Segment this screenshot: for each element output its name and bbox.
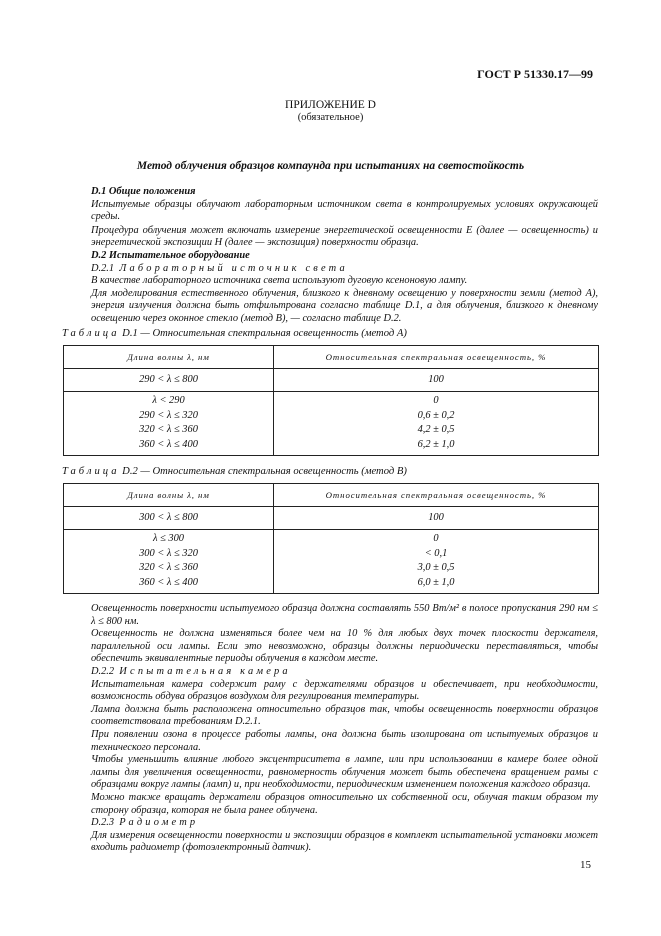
paragraph: Для моделирования естественного облучения, близкого к дневному освещению у поверхности земли (метод А), энергия излучения должна быть отфильтрована согласно таблице D.1, а для облучения, близкого к дневному освещению через оконное стекло (метод В), — согласно таблице D.2. (91, 287, 598, 324)
section-title: Метод облучения образцов компаунда при испытаниях на светостойкость (136, 160, 525, 172)
appendix-title: ПРИЛОЖЕНИЕ D (285, 99, 376, 111)
table-row: < 0,1 (424, 547, 448, 559)
table-row: 4,2 ± 0,5 (417, 424, 455, 435)
table-cell-ranges (64, 530, 274, 594)
table-header-wavelength: Длина волны λ, нм (64, 484, 274, 507)
table-header-irradiance: Относительная спектральная освещенность, % (274, 484, 599, 507)
table-row: 0 (433, 533, 439, 544)
table1-caption (62, 328, 407, 341)
paragraph: В качестве лабораторного источника света используют дуговую ксеноновую лампу. (91, 275, 468, 287)
table-row: 6,2 ± 1,0 (417, 438, 455, 450)
table-row: 0,6 ± 0,2 (417, 409, 455, 421)
table-cell: 290 < λ ≤ 800 (64, 369, 274, 392)
table-cell: 300 < λ ≤ 800 (64, 507, 274, 530)
appendix-status: (обязательное) (297, 112, 364, 123)
section-d2-continued (91, 603, 598, 855)
table-caption-text: D.1 — Относительная спектральная освещенность (метод А) (122, 328, 407, 339)
table1 (63, 345, 599, 456)
subheading-number: D.2.2 (91, 665, 115, 677)
table-label: Таблица (62, 466, 120, 477)
table-row: 3,0 ± 0,5 (417, 562, 455, 573)
paragraph: Освещенность поверхности испытуемого образца должна составлять 550 Вт/м² в полосе пропускания 290 нм ≤ λ ≤ 800 нм. (91, 603, 598, 627)
table-label: Таблица (62, 328, 120, 339)
table-row: 360 < λ ≤ 400 (139, 576, 198, 588)
page-number: 15 (580, 859, 591, 871)
table-row: 300 < λ ≤ 320 (139, 547, 198, 559)
table-cell: 100 (274, 507, 599, 530)
subheading-number: D.2.1 (91, 262, 115, 274)
table-cell-values (274, 530, 599, 594)
table-row: 290 < λ ≤ 320 (139, 409, 198, 421)
table-cell-values (274, 392, 599, 456)
paragraph: При появлении озона в процессе работы лампы, она должна быть изолирована от испытуемых образцов и технического персонала. (91, 728, 598, 753)
table-row: λ < 290 (152, 395, 185, 406)
table-cell: 100 (274, 369, 599, 392)
subheading-title: Испытательная камера (119, 665, 291, 677)
table-row: 0 (433, 395, 439, 406)
subheading-number: D.2.3 (91, 817, 115, 829)
paragraph: Для измерения освещенности поверхности и экспозиции образцов в комплект испытательной установки может входить радиометр (фотоэлектронный датчик). (91, 829, 598, 854)
paragraph: Лампа должна быть расположена относительно образцов так, чтобы освещенность поверхности образцов соответствовала требованиям D.2.1. (91, 703, 598, 728)
document-code: ГОСТ Р 51330.17—99 (477, 67, 593, 81)
table2 (63, 483, 599, 594)
table-header-wavelength: Длина волны λ, нм (64, 346, 274, 369)
table-row: 6,0 ± 1,0 (417, 576, 455, 588)
table-header-irradiance: Относительная спектральная освещенность, % (274, 346, 599, 369)
paragraph: Испытательная камера содержит раму с держателями образцов и обеспечивает, при необходимости, возможность обдува образцов воздухом для регулирования температуры. (91, 678, 598, 703)
paragraph: Испытуемые образцы облучают лабораторным источником света в контролируемых условиях окружающей среды. (91, 198, 598, 223)
subheading-d22 (91, 666, 598, 679)
heading-d1: D.1 Общие положения (91, 186, 196, 197)
paragraph: Процедура облучения может включать измерение энергетической освещенности Е (далее — освещенность) и энергетической экспозиции Н (далее — экспозиция) поверхности образца. (91, 224, 598, 249)
table-row: 320 < λ ≤ 360 (139, 424, 198, 435)
table-row: λ ≤ 300 (153, 533, 184, 544)
table2-caption (62, 466, 407, 479)
subheading-title: Радиометр (119, 817, 199, 829)
subheading-title: Лабораторный источник света (119, 262, 348, 274)
heading-d2: D.2 Испытательное оборудование (91, 249, 250, 261)
subheading-d21 (91, 263, 598, 276)
table-row: 320 < λ ≤ 360 (139, 562, 198, 573)
table-row: 360 < λ ≤ 400 (139, 438, 198, 450)
subheading-d23 (91, 817, 598, 830)
paragraph: Можно также вращать держатели образцов относительно их собственной оси, облучая таким образом ту сторону образца, которая не была ранее облучена. (91, 791, 598, 816)
section-d1 (91, 186, 598, 326)
table-cell-ranges (64, 392, 274, 456)
table-caption-text: D.2 — Относительная спектральная освещенность (метод В) (122, 466, 407, 477)
paragraph: Освещенность не должна изменяться более чем на 10 % для любых двух точек плоскости держателя, параллельной оси лампы. Если это невозможно, образцы должны периодически переставляться, чтобы обеспечить эквивалентные периоды облучения в каждом месте. (91, 628, 598, 665)
paragraph: Чтобы уменьшить влияние любого эксцентриситета в лампе, или при использовании в камере более одной лампы для увеличения освещенности, равномерность облучения может быть обеспечена вращением рамы с образцами вокруг лампы (ламп) и, при необходимости, периодическим изменением положения каждого образца. (91, 754, 598, 791)
